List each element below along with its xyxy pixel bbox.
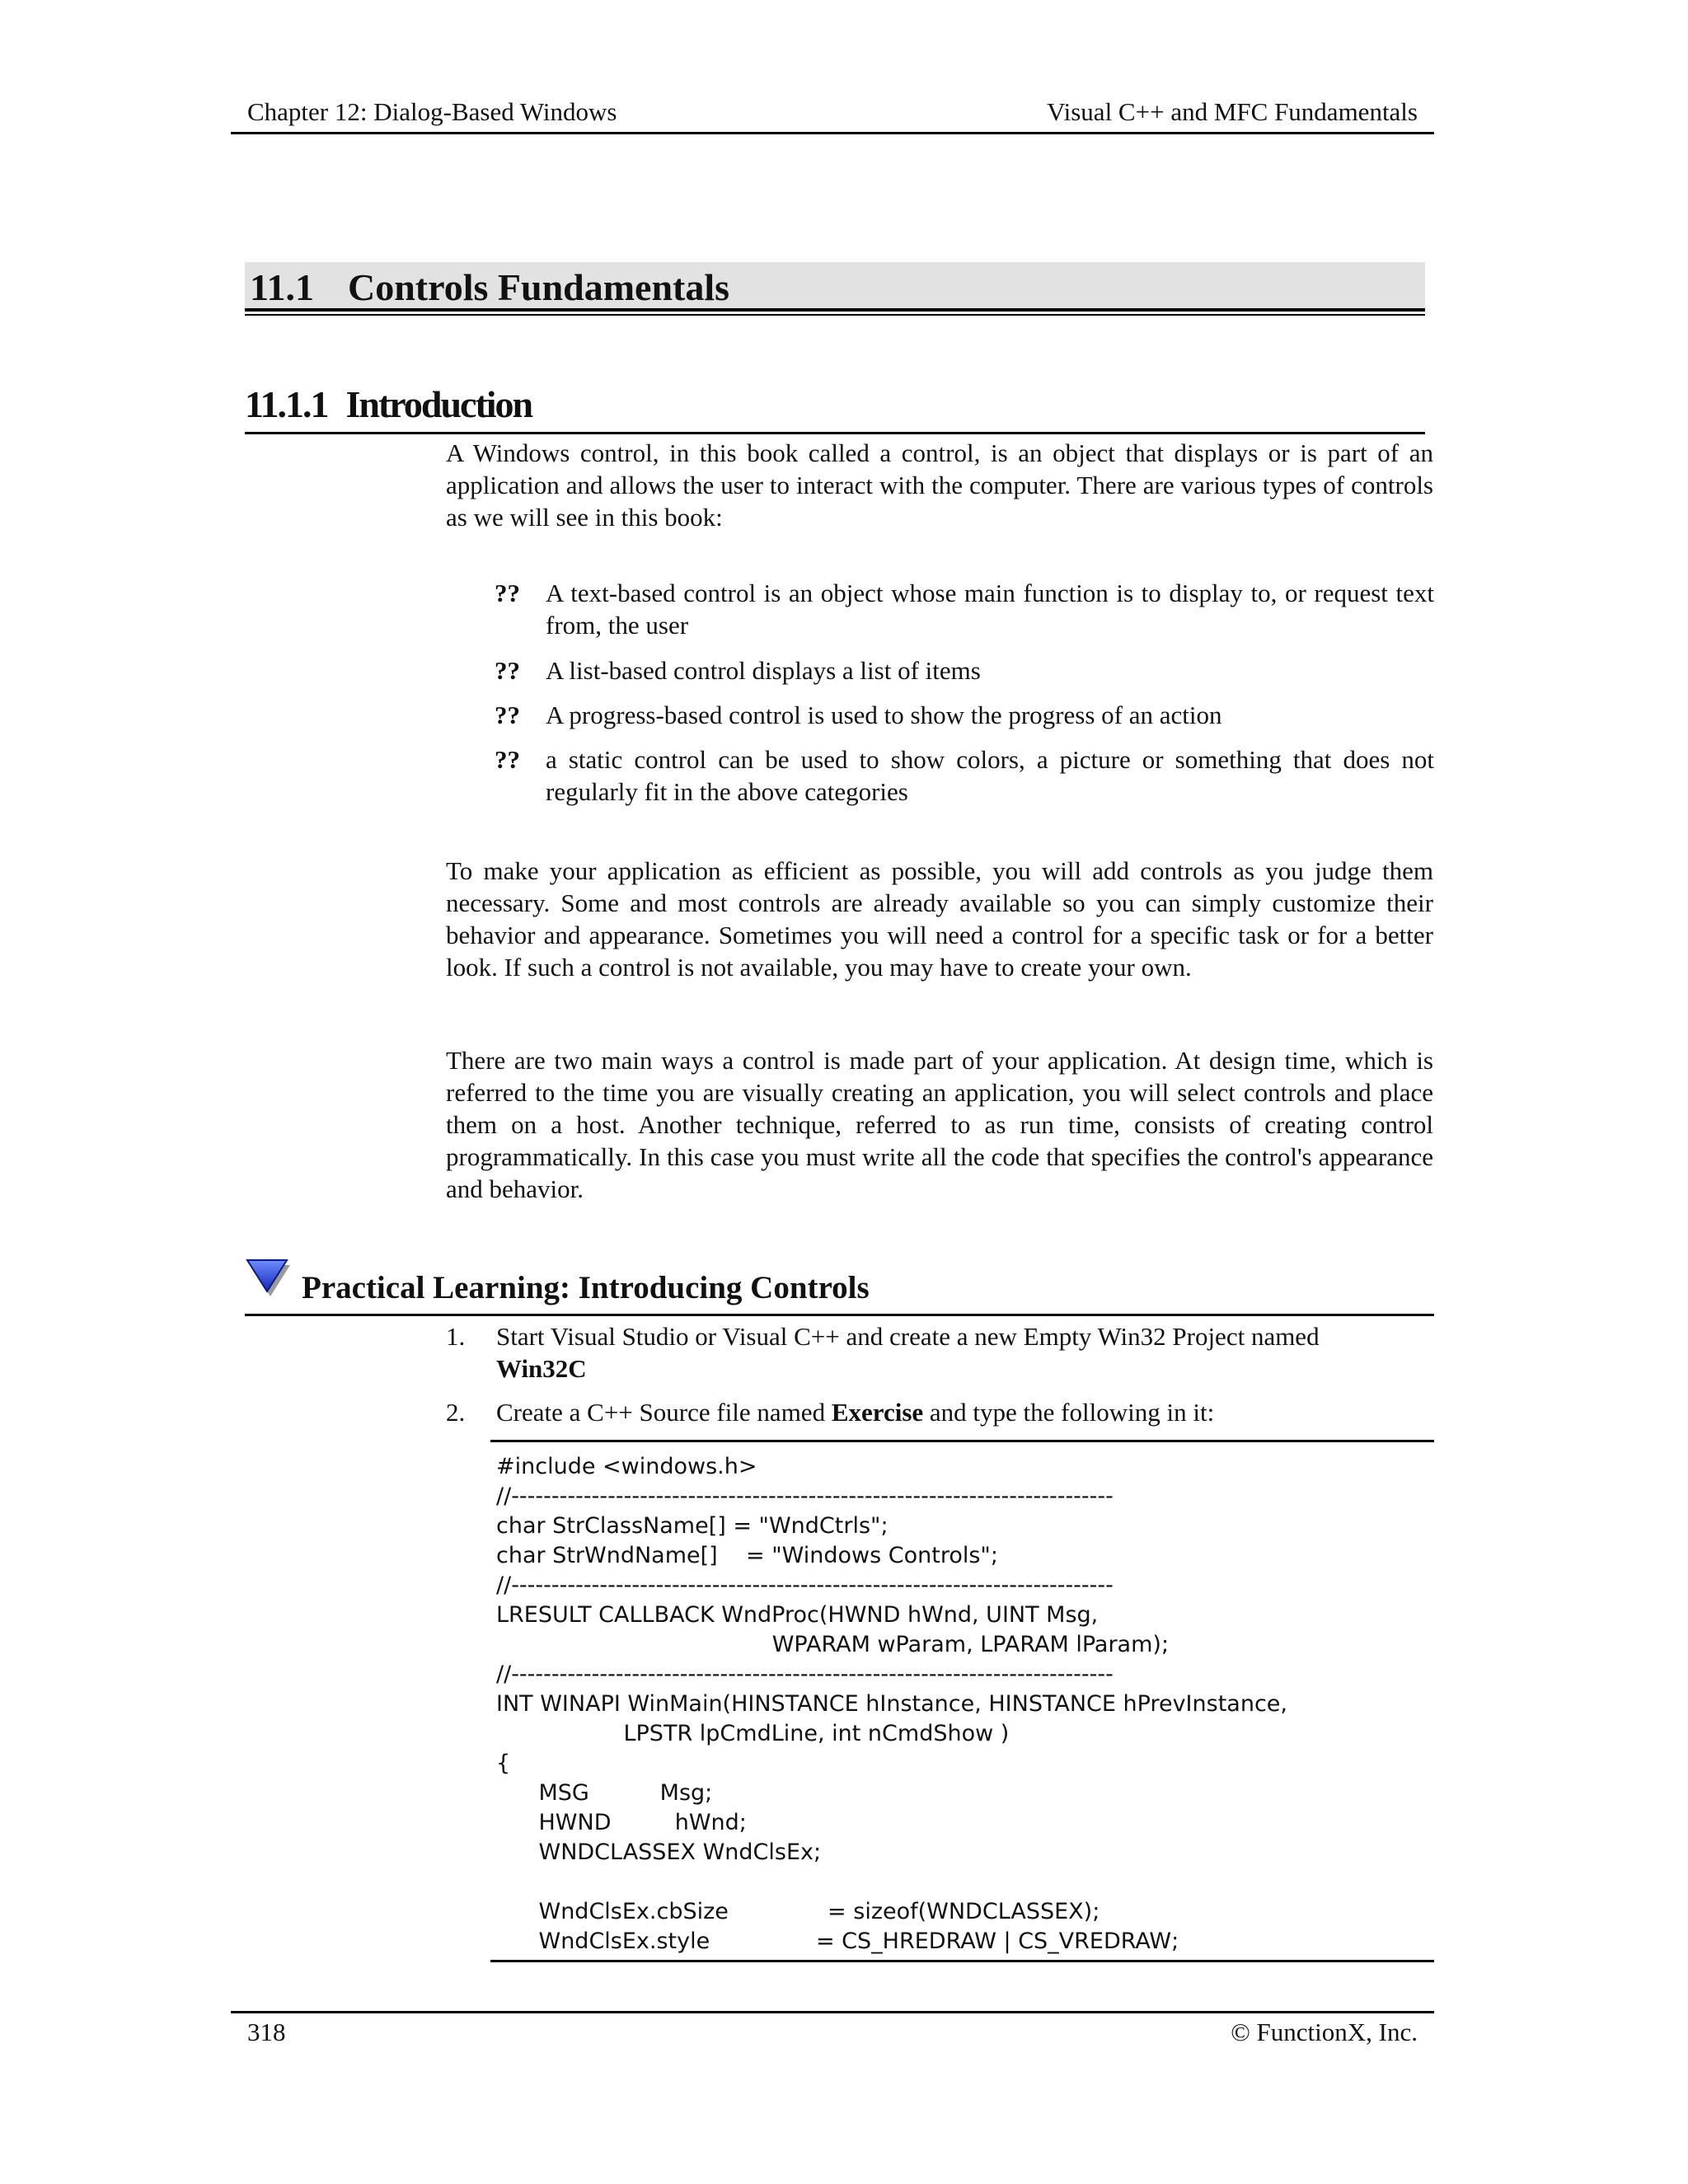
bullet-text: A list-based control displays a list of items bbox=[546, 656, 981, 685]
subsection-rule bbox=[245, 432, 1425, 434]
bullet-marker: ?? bbox=[495, 656, 520, 685]
step-text: Create a C++ Source file named Exercise and type the following in it: bbox=[496, 1398, 1215, 1427]
header-book-title: Visual C++ and MFC Fundamentals bbox=[1047, 97, 1418, 126]
section-rule bbox=[245, 308, 1425, 312]
page-number: 318 bbox=[247, 2018, 286, 2046]
intro-paragraph: A Windows control, in this book called a control, is an object that displays or is part of an application and allows the user to interact with the computer. There are various types of controls as we will see in this book: bbox=[446, 438, 1433, 532]
bullet-marker: ?? bbox=[495, 579, 520, 607]
section-banner bbox=[245, 262, 1425, 310]
body-paragraph: To make your application as efficient as possible, you will add controls as you judge them necessary. Some and most controls are already available so you can simply customize their behavior and appearance. Sometimes you will need a control for a specific task or for a better look. If such a control is not available, you may have to create your own. bbox=[446, 856, 1433, 982]
code-listing: #include <windows.h> //--------------------------------------------------------------------------- char StrClassName[] = "WndCtrls"; char StrWndName[] = "Windows Controls"; //--------------------------------------------------------------------------- LRESULT CALLBACK WndProc(HWND hWnd, UINT Msg, WPARAM wParam, LPARAM lParam); //--------------------------------------------------------------------------- INT WINAPI WinMain(HINSTANCE hInstance, HINSTANCE hPrevInstance, LPSTR lpCmdLine, int nCmdShow ) { MSG Msg; HWND hWnd; WNDCLASSEX WndClsEx; WndClsEx.cbSize = sizeof(WNDCLASSEX); WndClsEx.style = CS_HREDRAW | CS_VREDRAW; bbox=[496, 1454, 1287, 1954]
bullet-text: A text-based control is an object whose main function is to display to, or request text from, the user bbox=[546, 579, 1434, 640]
section-title: Controls Fundamentals bbox=[348, 266, 730, 308]
section-number: 11.1 bbox=[250, 266, 314, 308]
section-rule-thin bbox=[245, 314, 1425, 316]
subsection-title: Introduction bbox=[345, 383, 532, 425]
copyright: © FunctionX, Inc. bbox=[1231, 2018, 1418, 2046]
subsection-number: 11.1.1 bbox=[245, 383, 328, 425]
step-text: Start Visual Studio or Visual C++ and create a new Empty Win32 Project named Win32C bbox=[496, 1322, 1320, 1383]
bullet-text: a static control can be used to show colors, a picture or something that does not regularly fit in the above categories bbox=[546, 745, 1434, 806]
practical-learning-title: Practical Learning: Introducing Controls bbox=[302, 1270, 870, 1305]
bullet-text: A progress-based control is used to show the progress of an action bbox=[546, 701, 1222, 729]
bullet-marker: ?? bbox=[495, 701, 520, 729]
down-triangle-icon bbox=[246, 1257, 293, 1300]
file-name: Exercise bbox=[831, 1398, 924, 1427]
body-paragraph: There are two main ways a control is made part of your application. At design time, which is referred to the time you are visually creating an application, you will select controls and place them on a host. Another technique, referred to as run time, consists of creating control programmatically. In this case you must write all the code that specifies the control's appearance and behavior. bbox=[446, 1046, 1433, 1203]
step-number: 1. bbox=[446, 1322, 466, 1351]
header-rule bbox=[231, 132, 1434, 134]
bullet-marker: ?? bbox=[495, 745, 520, 774]
footer-rule bbox=[231, 2011, 1434, 2013]
project-name: Win32C bbox=[496, 1354, 587, 1383]
step-item bbox=[446, 1396, 1434, 1429]
practical-rule bbox=[245, 1314, 1434, 1316]
code-bottom-rule bbox=[490, 1960, 1434, 1962]
step-item bbox=[446, 1320, 1434, 1386]
header-chapter: Chapter 12: Dialog-Based Windows bbox=[247, 97, 617, 126]
code-top-rule bbox=[490, 1440, 1434, 1442]
step-number: 2. bbox=[446, 1398, 466, 1427]
subsection-heading bbox=[245, 382, 532, 426]
